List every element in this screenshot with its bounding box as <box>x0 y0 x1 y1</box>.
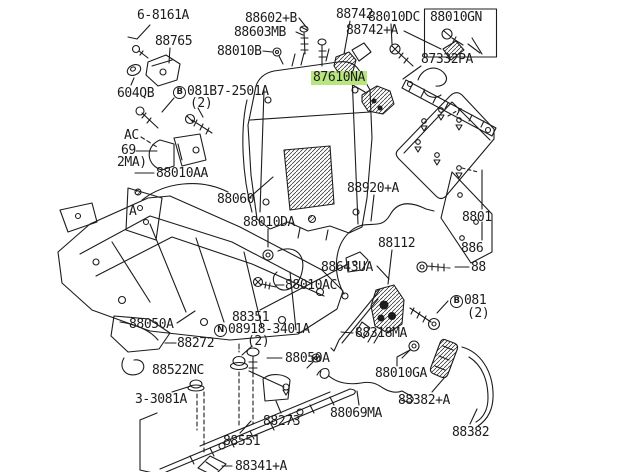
pin-88010ga-drawing <box>402 341 419 358</box>
striker-87610na-drawing <box>362 68 446 114</box>
cable-88920-drawing <box>336 204 434 299</box>
part-label-87332pa[interactable] <box>421 53 473 67</box>
part-number-text: 88050A <box>129 317 174 332</box>
part-label-88602-b[interactable] <box>245 12 297 26</box>
part-label-88920-a[interactable] <box>347 182 399 196</box>
part-label-88522nc[interactable] <box>152 364 204 378</box>
part-number-text: 8801 <box>462 210 492 225</box>
part-number-text: 88069MA <box>330 406 382 421</box>
part-label-88010ga[interactable] <box>375 367 427 381</box>
bolts-081b7-drawing <box>136 107 212 134</box>
part-number-text: 87610NA <box>313 70 365 85</box>
part-label-88010aa[interactable] <box>156 167 208 181</box>
part-label-88603mb[interactable] <box>234 26 286 40</box>
part-label-frag-3-3081a[interactable] <box>135 393 187 407</box>
part-label-88010gn[interactable] <box>430 11 482 25</box>
part-number-text: 88603MB <box>234 25 286 40</box>
bar-87332pa-drawing <box>402 80 496 136</box>
part-number-text: 69 <box>121 143 136 158</box>
part-number-text: 88010GN <box>430 10 482 25</box>
part-label-88341-a[interactable] <box>235 460 287 472</box>
part-label-88382[interactable] <box>452 426 489 440</box>
part-label-88318ma[interactable] <box>355 327 407 341</box>
part-label-88060[interactable] <box>217 193 254 207</box>
part-number-text: 6-8161A <box>137 8 189 23</box>
part-label-88010da[interactable] <box>243 216 295 230</box>
part-number-text: (2) <box>190 96 213 111</box>
right-bolts-drawing <box>410 262 450 330</box>
part-label-frag-2ma[interactable] <box>117 156 147 170</box>
part-number-text: 88341+A <box>235 459 287 472</box>
bolt-88010dc-drawing <box>390 44 413 66</box>
part-number-text: 88273 <box>263 414 301 429</box>
part-number-text: 88351 <box>232 310 270 325</box>
part-label-87610na[interactable] <box>311 71 367 85</box>
part-number-text: 88112 <box>378 236 416 251</box>
part-number-text: 88742+A <box>346 23 398 38</box>
part-number-text: 88522NC <box>152 363 204 378</box>
part-number-text: 88551 <box>223 434 261 449</box>
part-number-text: 081B7-2501A <box>187 84 269 99</box>
part-number-text: (2) <box>467 306 490 321</box>
part-number-text: A <box>129 204 137 219</box>
part-number-text: 87332PA <box>421 52 473 67</box>
part-label-88010b[interactable] <box>217 45 262 59</box>
part-number-text: 08918-3401A <box>228 322 310 337</box>
part-number-text: 88 <box>471 260 486 275</box>
part-label-604qb[interactable] <box>117 87 154 101</box>
part-label-frag-886[interactable] <box>461 242 483 256</box>
part-label-88742-a[interactable] <box>346 24 398 38</box>
bolt-88010ac-drawing <box>254 278 277 290</box>
part-number-text: 2MA) <box>117 155 147 170</box>
part-label-88643ua[interactable] <box>321 261 373 275</box>
part-number-text: 88010AC <box>285 278 337 293</box>
part-number-text: 88382 <box>452 425 490 440</box>
part-number-text: 88010B <box>217 44 262 59</box>
part-number-text: (2) <box>247 334 270 349</box>
part-label-6-8161a[interactable] <box>137 9 189 23</box>
part-number-text: 88272 <box>177 336 215 351</box>
part-label-frag-ac[interactable] <box>124 129 139 143</box>
part-label-88551[interactable] <box>223 435 260 449</box>
part-label-frag-a[interactable] <box>129 205 136 219</box>
part-label-b-081b7-2501a[interactable] <box>173 85 269 99</box>
part-number-text: 88742 <box>336 7 374 22</box>
part-label-88069ma[interactable] <box>330 407 382 421</box>
part-label-qty-2-center[interactable] <box>247 335 269 349</box>
part-label-qty-2-top[interactable] <box>190 97 212 111</box>
part-label-88765[interactable] <box>155 35 192 49</box>
part-number-text: 88010DA <box>243 215 295 230</box>
part-label-qty-2-right[interactable] <box>467 307 489 321</box>
circled-n-prefix: N <box>214 324 227 337</box>
cable-88318ma-drawing <box>331 289 380 351</box>
part-label-88112[interactable] <box>378 237 415 251</box>
part-label-88272[interactable] <box>177 337 214 351</box>
part-number-text: 88920+A <box>347 181 399 196</box>
part-label-frag-88[interactable] <box>471 261 486 275</box>
circled-b-prefix: B <box>450 295 463 308</box>
part-label-88382-a[interactable] <box>398 394 450 408</box>
part-label-88050a-left[interactable] <box>129 318 174 332</box>
part-number-text: 88382+A <box>398 393 450 408</box>
part-number-text: 604QB <box>117 86 155 101</box>
part-number-text: 88010DC <box>368 10 420 25</box>
part-number-text: 081 <box>464 293 487 308</box>
part-number-text: AC <box>124 128 139 143</box>
part-number-text: 88010AA <box>156 166 208 181</box>
part-number-text: 3-3081A <box>135 392 187 407</box>
part-label-88273[interactable] <box>263 415 300 429</box>
part-number-text: 88010GA <box>375 366 427 381</box>
part-label-frag-8801[interactable] <box>462 211 492 225</box>
part-number-text: 88765 <box>155 34 193 49</box>
part-number-text: 88050A <box>285 351 330 366</box>
circled-b-prefix: B <box>173 86 186 99</box>
part-number-text: 88060 <box>217 192 255 207</box>
part-number-text: 886 <box>461 241 484 256</box>
part-number-text: 88602+B <box>245 11 297 26</box>
part-number-text: 88318MA <box>355 326 407 341</box>
part-label-88050a-center[interactable] <box>285 352 330 366</box>
part-label-88010ac[interactable] <box>285 279 337 293</box>
part-number-text: 88643UA <box>321 260 373 275</box>
